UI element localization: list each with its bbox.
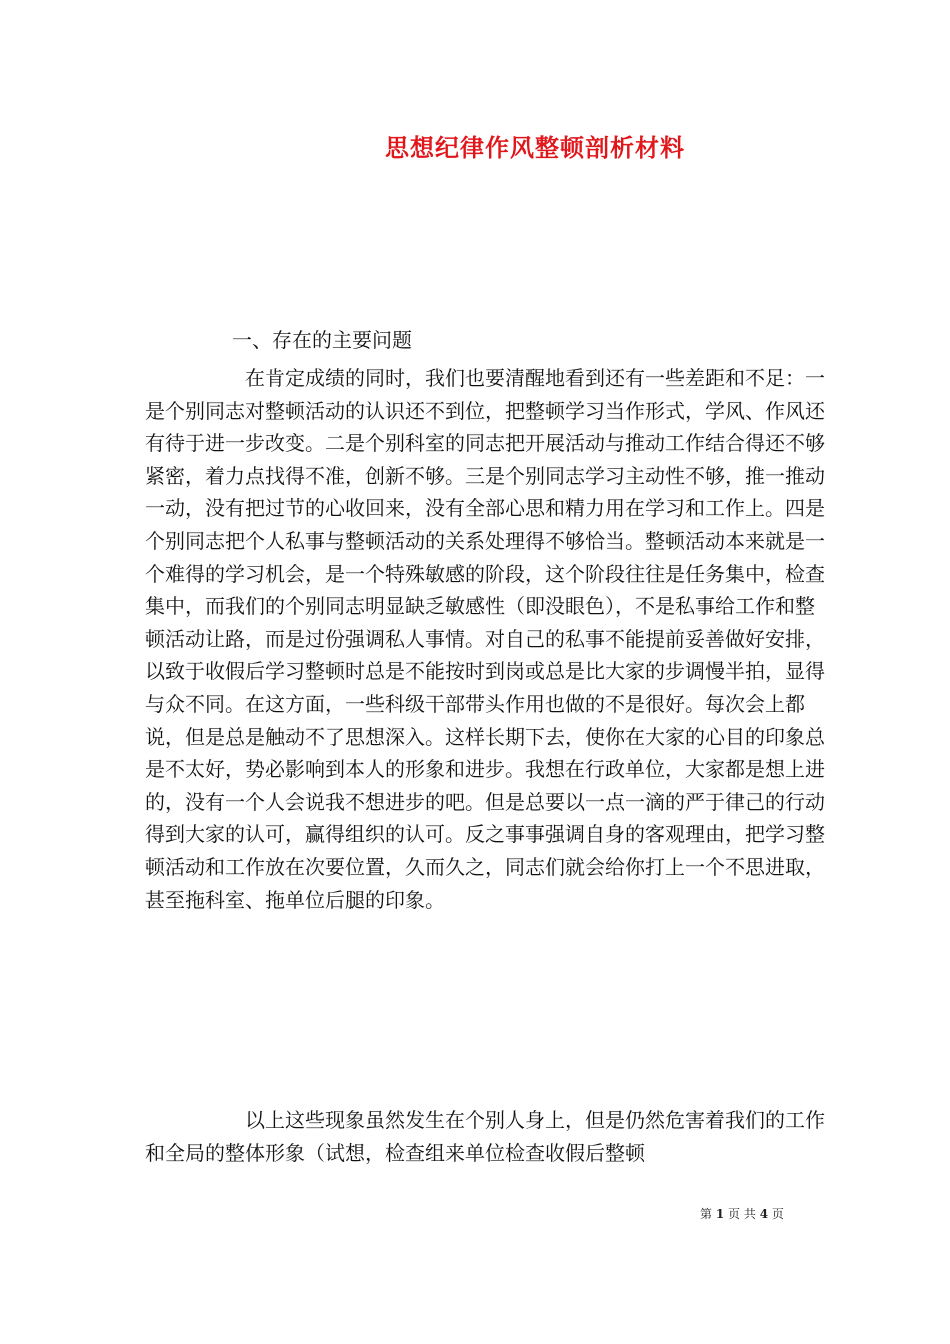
section-heading: 一、存在的主要问题: [232, 328, 412, 352]
footer-page-number: 1: [715, 1207, 725, 1221]
footer-middle: 页 共: [728, 1207, 756, 1221]
footer-prefix: 第: [700, 1207, 713, 1221]
page-footer: [700, 1205, 784, 1222]
footer-suffix: 页: [771, 1207, 784, 1221]
paragraph-text: 以上这些现象虽然发生在个别人身上，但是仍然危害着我们的工作和全局的整体形象（试想，检查组来单位检查收假后整顿: [145, 1108, 825, 1165]
paragraph-text: 在肯定成绩的同时，我们也要清醒地看到还有一些差距和不足：一是个别同志对整顿活动的认识还不到位，把整顿学习当作形式，学风、作风还有待于进一步改变。二是个别科室的同志把开展活动与推动工作结合得还不够紧密，着力点找得不准，创新不够。三是个别同志学习主动性不够，推一推动一动，没有把过节的心收回来，没有全部心思和精力用在学习和工作上。四是个别同志把个人私事与整顿活动的关系处理得不够恰当。整顿活动本来就是一个难得的学习机会，是一个特殊敏感的阶段，这个阶段往往是任务集中，检查集中，而我们的个别同志明显缺乏敏感性（即没眼色），不是私事给工作和整顿活动让路，而是过份强调私人事情。对自己的私事不能提前妥善做好安排，以致于收假后学习整顿时总是不能按时到岗或总是比大家的步调慢半拍，显得与众不同。在这方面，一些科级干部带头作用也做的不是很好。每次会上都说，但是总是触动不了思想深入。这样长期下去，使你在大家的心目的印象总是不太好，势必影响到本人的形象和进步。我想在行政单位，大家都是想上进的，没有一个人会说我不想进步的吧。但是总要以一点一滴的严于律己的行动得到大家的认可，赢得组织的认可。反之事事强调自身的客观理由，把学习整顿活动和工作放在次要位置，久而久之，同志们就会给你打上一个不思进取，甚至拖科室、拖单位后腿的印象。: [145, 366, 825, 912]
body-paragraph-1: [145, 362, 825, 916]
document-title: 思想纪律作风整顿剖析材料: [385, 133, 685, 162]
body-paragraph-2: [145, 1104, 825, 1169]
footer-total-pages: 4: [759, 1207, 769, 1221]
